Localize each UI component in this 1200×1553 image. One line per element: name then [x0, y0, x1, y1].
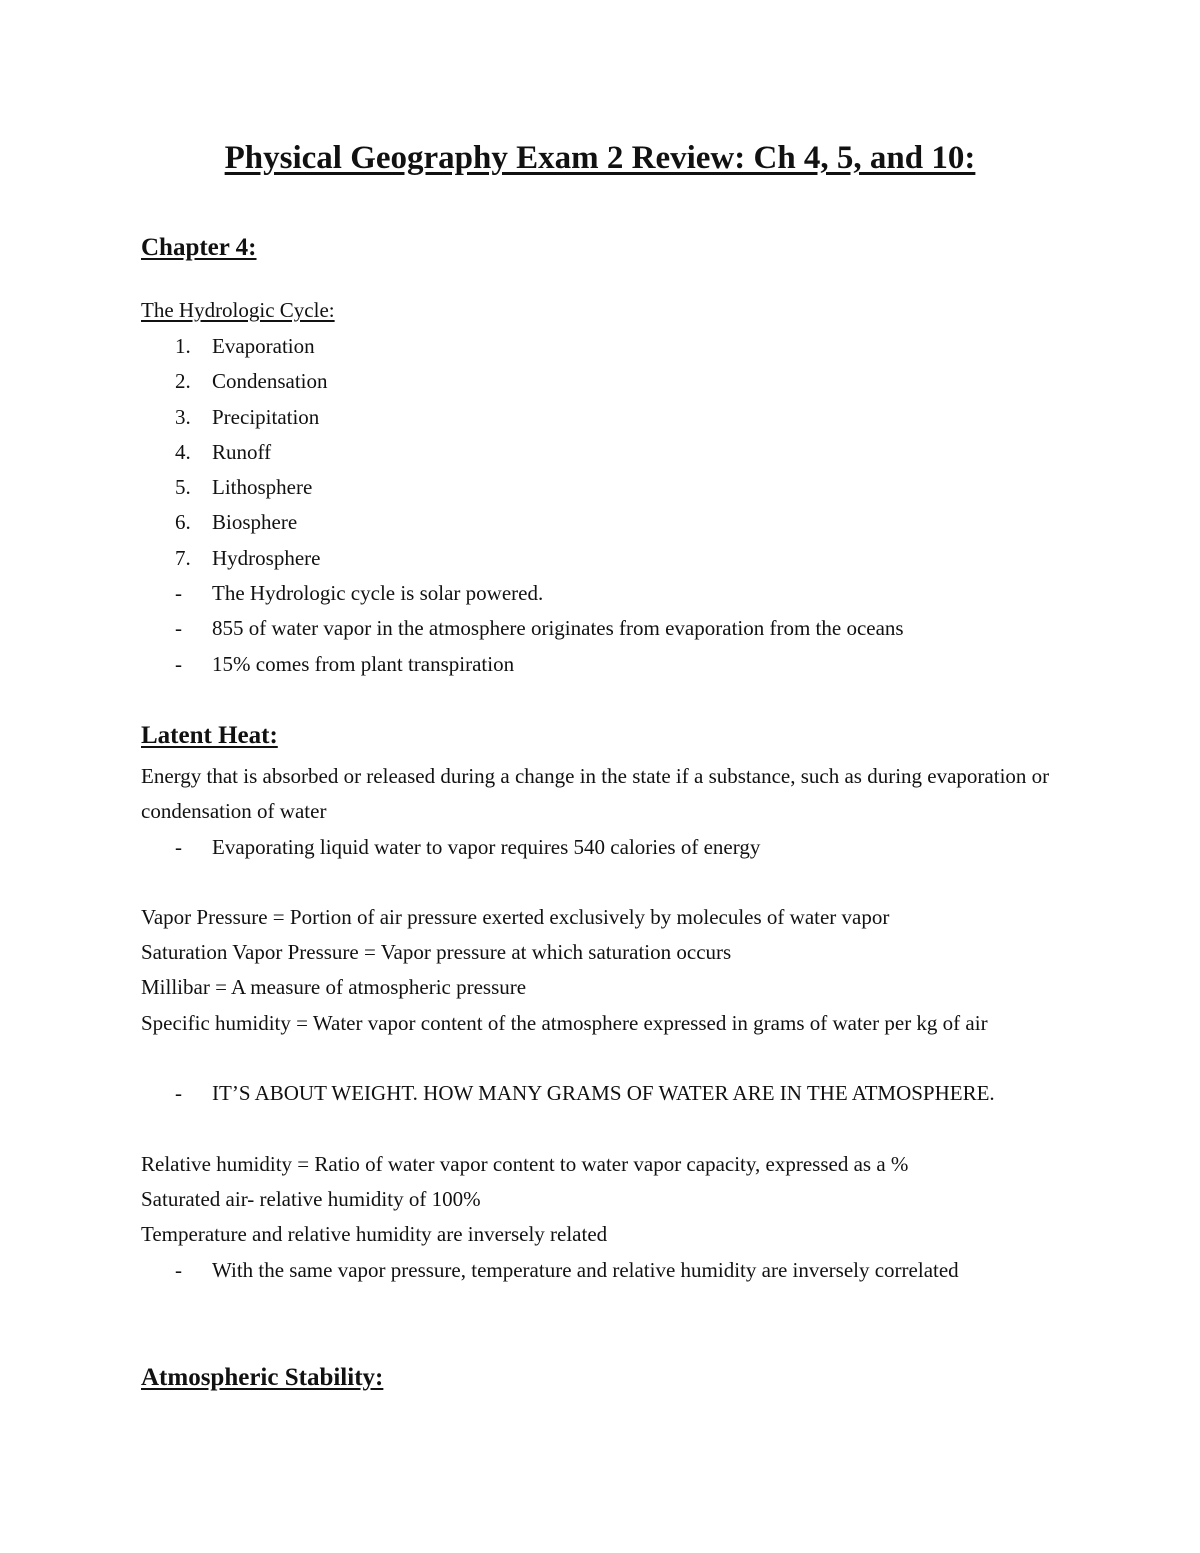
document-title: Physical Geography Exam 2 Review: Ch 4, 5, and 10:	[224, 140, 976, 176]
list-item-text: Condensation	[212, 369, 328, 394]
hydrologic-cycle-heading: The Hydrologic Cycle:	[141, 298, 335, 322]
inverse-relation-statement: Temperature and relative humidity are inversely related	[141, 1222, 608, 1246]
bullet-dash: -	[175, 651, 182, 676]
specific-humidity-definition: Specific humidity = Water vapor content of the atmosphere expressed in grams of water per kg of air	[141, 1011, 988, 1035]
bullet-dash: -	[175, 835, 182, 859]
bullet-text: With the same vapor pressure, temperature and relative humidity are inversely correlated	[212, 1258, 959, 1282]
list-number: 4.	[175, 439, 191, 464]
list-item-text: Biosphere	[212, 510, 298, 535]
inverse-relation-note	[141, 1253, 1001, 1288]
list-number: 6.	[175, 510, 191, 535]
list-item	[141, 505, 904, 540]
list-item	[141, 470, 904, 505]
list-number: 5.	[175, 475, 191, 500]
list-number: 7.	[175, 545, 191, 570]
specific-humidity-note	[141, 1076, 1001, 1111]
saturated-air-definition: Saturated air- relative humidity of 100%	[141, 1187, 481, 1211]
list-item	[141, 364, 904, 399]
list-item-text: The Hydrologic cycle is solar powered.	[212, 581, 544, 606]
millibar-definition: Millibar = A measure of atmospheric pressure	[141, 975, 527, 999]
latent-heat-heading: Latent Heat:	[141, 722, 278, 749]
bullet-dash: -	[175, 1258, 182, 1282]
list-item-text: Hydrosphere	[212, 545, 321, 570]
list-item-text: 855 of water vapor in the atmosphere originates from evaporation from the oceans	[212, 616, 904, 641]
list-item	[141, 576, 904, 611]
list-item-text: 15% comes from plant transpiration	[212, 651, 515, 676]
vapor-pressure-definition: Vapor Pressure = Portion of air pressure exerted exclusively by molecules of water vapor	[141, 905, 890, 929]
list-item	[141, 647, 904, 682]
saturation-vapor-pressure-definition: Saturation Vapor Pressure = Vapor pressure at which saturation occurs	[141, 940, 732, 964]
list-number: 3.	[175, 404, 191, 429]
bullet-dash: -	[175, 1081, 182, 1105]
latent-heat-bullet	[141, 830, 1041, 865]
list-item-text: Evaporation	[212, 334, 315, 358]
bullet-text: Evaporating liquid water to vapor requires 540 calories of energy	[212, 835, 761, 859]
relative-humidity-definition: Relative humidity = Ratio of water vapor content to water vapor capacity, expressed as a %	[141, 1152, 909, 1176]
chapter-4-heading: Chapter 4:	[141, 234, 257, 261]
list-item-text: Precipitation	[212, 404, 320, 429]
list-item	[141, 611, 904, 646]
bullet-dash: -	[175, 581, 182, 606]
bullet-dash: -	[175, 616, 182, 641]
hydrologic-cycle-numbered-list	[141, 329, 904, 682]
list-item-text: Lithosphere	[212, 475, 313, 500]
list-number: 2.	[175, 369, 191, 394]
list-number: 1.	[175, 334, 191, 358]
list-item	[141, 329, 904, 364]
latent-heat-definition: Energy that is absorbed or released during a change in the state if a substance, such as during evaporation or condensation of water	[141, 764, 1050, 823]
list-item	[141, 400, 904, 435]
list-item	[141, 435, 904, 470]
atmospheric-stability-heading: Atmospheric Stability:	[141, 1364, 384, 1391]
list-item-text: Runoff	[212, 439, 272, 464]
bullet-text: IT’S ABOUT WEIGHT. HOW MANY GRAMS OF WATER ARE IN THE ATMOSPHERE.	[212, 1081, 995, 1105]
list-item	[141, 541, 904, 576]
